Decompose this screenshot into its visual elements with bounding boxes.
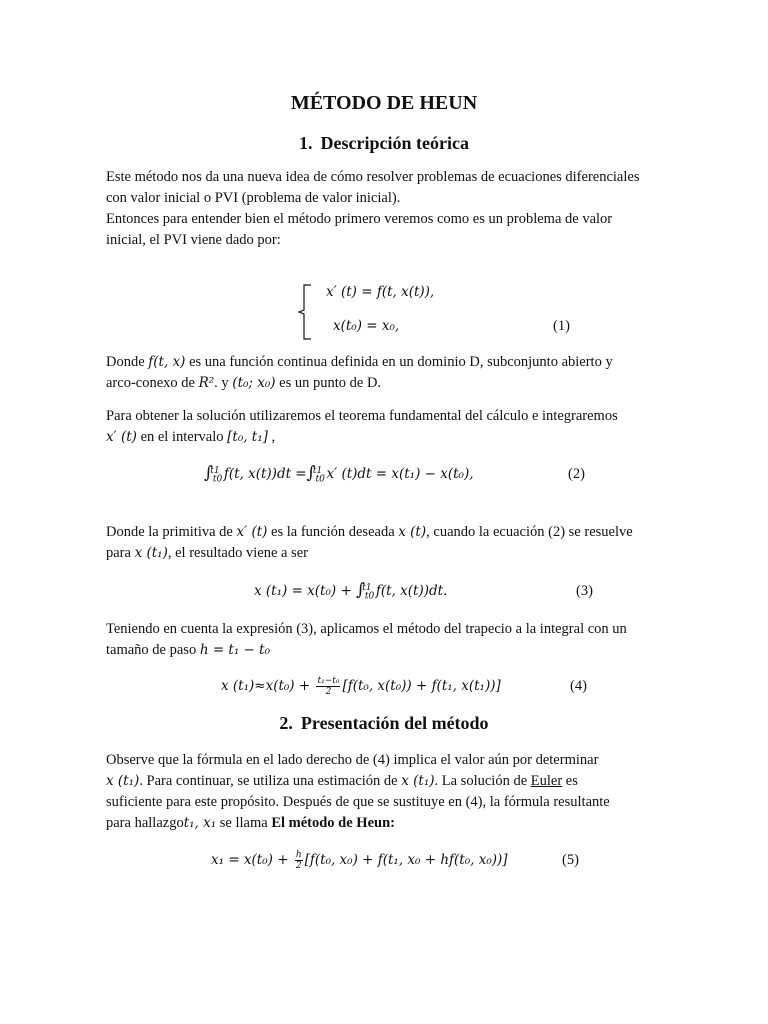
section-1-heading: [0, 133, 768, 154]
paragraph-primitive: [106, 522, 686, 564]
fraction: $\frac{h}{2}$: [295, 850, 302, 871]
paragraph-line: Teniendo en cuenta la expresión (3), aplicamos el método del trapecio a la integral con un: [106, 621, 627, 637]
paragraph-line: Observe que la fórmula en el lado derecho de (4) implica el valor aún por determinar: [106, 752, 599, 768]
integral-sign: ∫: [306, 463, 316, 483]
paragraph-line: arco-conexo de R². y (t₀; x₀) es un punto de D.: [106, 375, 382, 391]
section-2-title: Presentación del método: [300, 713, 489, 733]
equation-5: x₁ = x(t₀) + $\frac{h}{2}$ [f(t₀, x₀) + f(t₁, x₀ + hf(t₀, x₀))]: [211, 850, 508, 871]
integral-sign: ∫: [356, 580, 365, 600]
paragraph-integral: [106, 406, 686, 448]
paragraph-line: para x (t₁), el resultado viene a ser: [106, 545, 308, 561]
paragraph-line: Este método nos da una nueva idea de cómo resolver problemas de ecuaciones diferenciales: [106, 169, 640, 185]
paragraph-domain: [106, 352, 686, 394]
section-1-number: 1.: [299, 133, 313, 153]
paragraph-line: Para obtener la solución utilizaremos el teorema fundamental del cálculo e integraremos: [106, 408, 618, 424]
section-2-heading: [0, 713, 768, 734]
paragraph-heun: [106, 750, 686, 834]
paragraph-intro: [106, 167, 686, 251]
paragraph-line: suficiente para este propósito. Después de que se sustituye en (4), la fórmula resultante: [106, 794, 610, 810]
paragraph-line: Entonces para entender bien el método primero veremos como es un problema de valor: [106, 211, 613, 227]
section-1-title: Descripción teórica: [320, 133, 469, 153]
paragraph-line: inicial, el PVI viene dado por:: [106, 232, 281, 248]
heun-method-label: El método de Heun:: [271, 815, 395, 831]
equation-2: $\int_{t0}^{t1}$ f(t, $x(t))dt =\int_{t0}^{t1}$ x′ (t)dt = x(t₁) − x(t₀),: [204, 463, 474, 485]
document-title: MÉTODO DE HEUN: [290, 92, 478, 114]
equation-4: x (t₁)≈x(t₀) + $\frac{\text{t₁−t₀}}{2}$ [f(t₀, x(t₀)) + f(t₁, x(t₁))]: [221, 676, 501, 697]
paragraph-line: x′ (t) en el intervalo [t₀, t₁] ,: [106, 429, 276, 445]
equation-1-number: (1): [553, 318, 570, 334]
equation-3: x $(t_1) = x(t_0) + \int_{t0}^{t1}$ f(t, x(t))dt.: [254, 580, 448, 602]
equation-2-number: (2): [568, 466, 585, 482]
equation-1-line-2: x(t₀) = x₀,: [333, 318, 400, 334]
equation-3-number: (3): [576, 583, 593, 599]
equation-1-line-1: x′ (t) = f(t, x(t)),: [326, 284, 435, 300]
paragraph-line: para hallazgot₁, x₁ se llama El método de Heun:: [106, 815, 395, 831]
paragraph-line: tamaño de paso h = t₁ − t₀: [106, 642, 270, 658]
paragraph-line: Donde la primitiva de x′ (t) es la función deseada x (t), cuando la ecuación (2) se resuelve: [106, 524, 633, 540]
section-2-number: 2.: [279, 713, 293, 733]
left-brace-icon: [298, 283, 312, 341]
paragraph-line: con valor inicial o PVI (problema de valor inicial).: [106, 190, 401, 206]
integral-sign: ∫: [204, 463, 213, 483]
euler-link[interactable]: Euler: [530, 773, 563, 789]
equation-4-number: (4): [570, 678, 587, 694]
equation-5-number: (5): [562, 852, 579, 868]
paragraph-line: Donde f(t, x) es una función continua definida en un dominio D, subconjunto abierto y: [106, 354, 613, 370]
paragraph-line: x (t₁). Para continuar, se utiliza una estimación de x (t₁). La solución de Euler es: [106, 773, 578, 789]
fraction: $\frac{\text{t₁−t₀}}{2}$: [317, 676, 340, 697]
paragraph-trapezoid: [106, 619, 686, 661]
